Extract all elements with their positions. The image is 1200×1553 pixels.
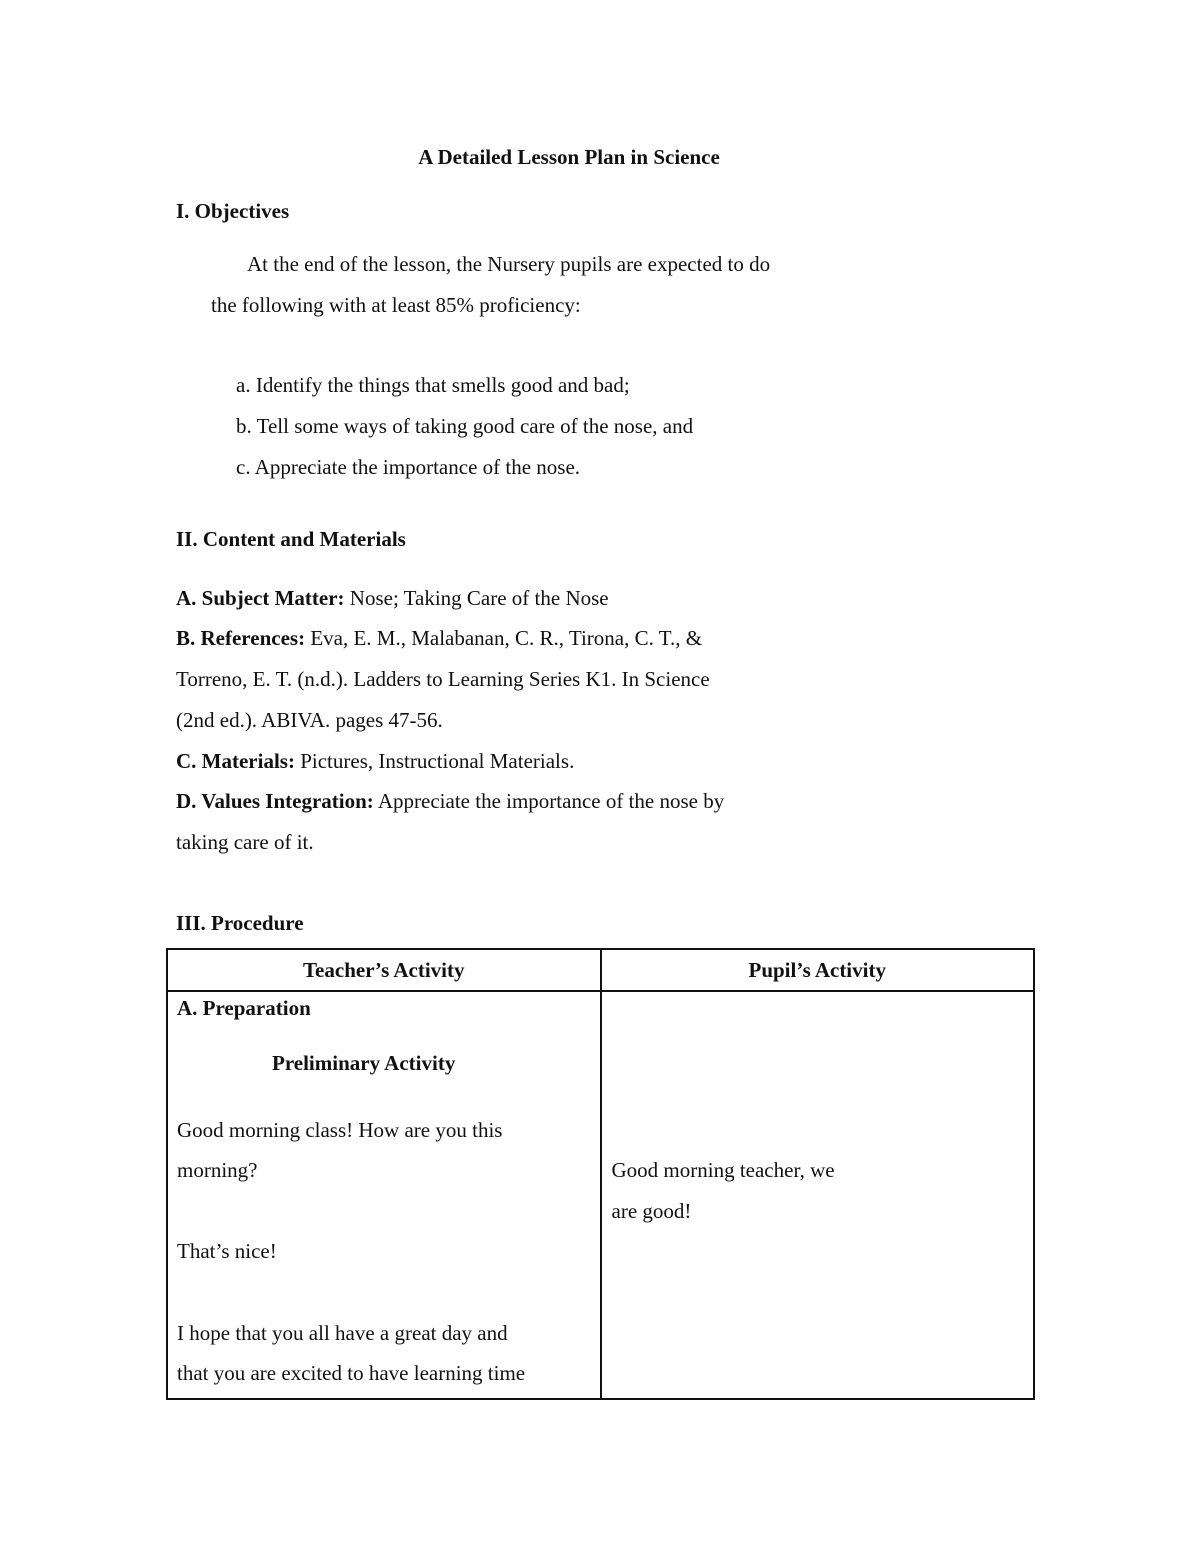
table-header-row (167, 949, 1034, 991)
values-line1 (176, 787, 724, 815)
pupil-activity-cell (601, 991, 1035, 1399)
references-label: B. References: (176, 626, 306, 650)
teacher-activity-cell (167, 991, 601, 1399)
preparation-heading: A. Preparation (177, 996, 311, 1020)
materials-text: Pictures, Instructional Materials. (300, 749, 575, 773)
teacher-column-header: Teacher’s Activity (167, 949, 601, 991)
values-label: D. Values Integration: (176, 789, 374, 813)
subject-matter-text: Nose; Taking Care of the Nose (349, 586, 609, 610)
pupil-response-line2: are good! (611, 1199, 692, 1223)
objective-item: c. Appreciate the importance of the nose. (236, 455, 581, 479)
document-title: A Detailed Lesson Plan in Science (418, 145, 720, 169)
materials-line (176, 747, 574, 775)
values-text-1: Appreciate the importance of the nose by (377, 789, 725, 813)
objectives-intro-line2: the following with at least 85% proficiency: (211, 293, 581, 317)
pupil-column-header: Pupil’s Activity (601, 949, 1035, 991)
references-text-1: Eva, E. M., Malabanan, C. R., Tirona, C. T., & (310, 626, 703, 650)
teacher-reply: That’s nice! (177, 1239, 277, 1263)
references-line3: (2nd ed.). ABIVA. pages 47-56. (176, 708, 443, 732)
objective-item: a. Identify the things that smells good and bad; (236, 373, 630, 397)
preliminary-activity-heading: Preliminary Activity (272, 1051, 456, 1075)
pupil-response-line1: Good morning teacher, we (611, 1158, 835, 1182)
references-line1 (176, 624, 702, 652)
teacher-greeting-line1: Good morning class! How are you this (177, 1118, 503, 1142)
subject-matter-line (176, 584, 609, 612)
procedure-heading: III. Procedure (176, 911, 304, 935)
objectives-intro-line1: At the end of the lesson, the Nursery pupils are expected to do (247, 252, 771, 276)
table-row (167, 991, 1034, 1399)
subject-matter-label: A. Subject Matter: (176, 586, 345, 610)
references-line2: Torreno, E. T. (n.d.). Ladders to Learning Series K1. In Science (176, 667, 710, 691)
teacher-hope-line1: I hope that you all have a great day and (177, 1321, 508, 1345)
content-heading: II. Content and Materials (176, 527, 406, 551)
teacher-hope-line2: that you are excited to have learning time (177, 1361, 526, 1385)
teacher-greeting-line2: morning? (177, 1158, 258, 1182)
procedure-table (166, 948, 1035, 1400)
objective-item: b. Tell some ways of taking good care of the nose, and (236, 414, 694, 438)
materials-label: C. Materials: (176, 749, 295, 773)
objectives-heading: I. Objectives (176, 199, 290, 223)
values-line2: taking care of it. (176, 830, 314, 854)
